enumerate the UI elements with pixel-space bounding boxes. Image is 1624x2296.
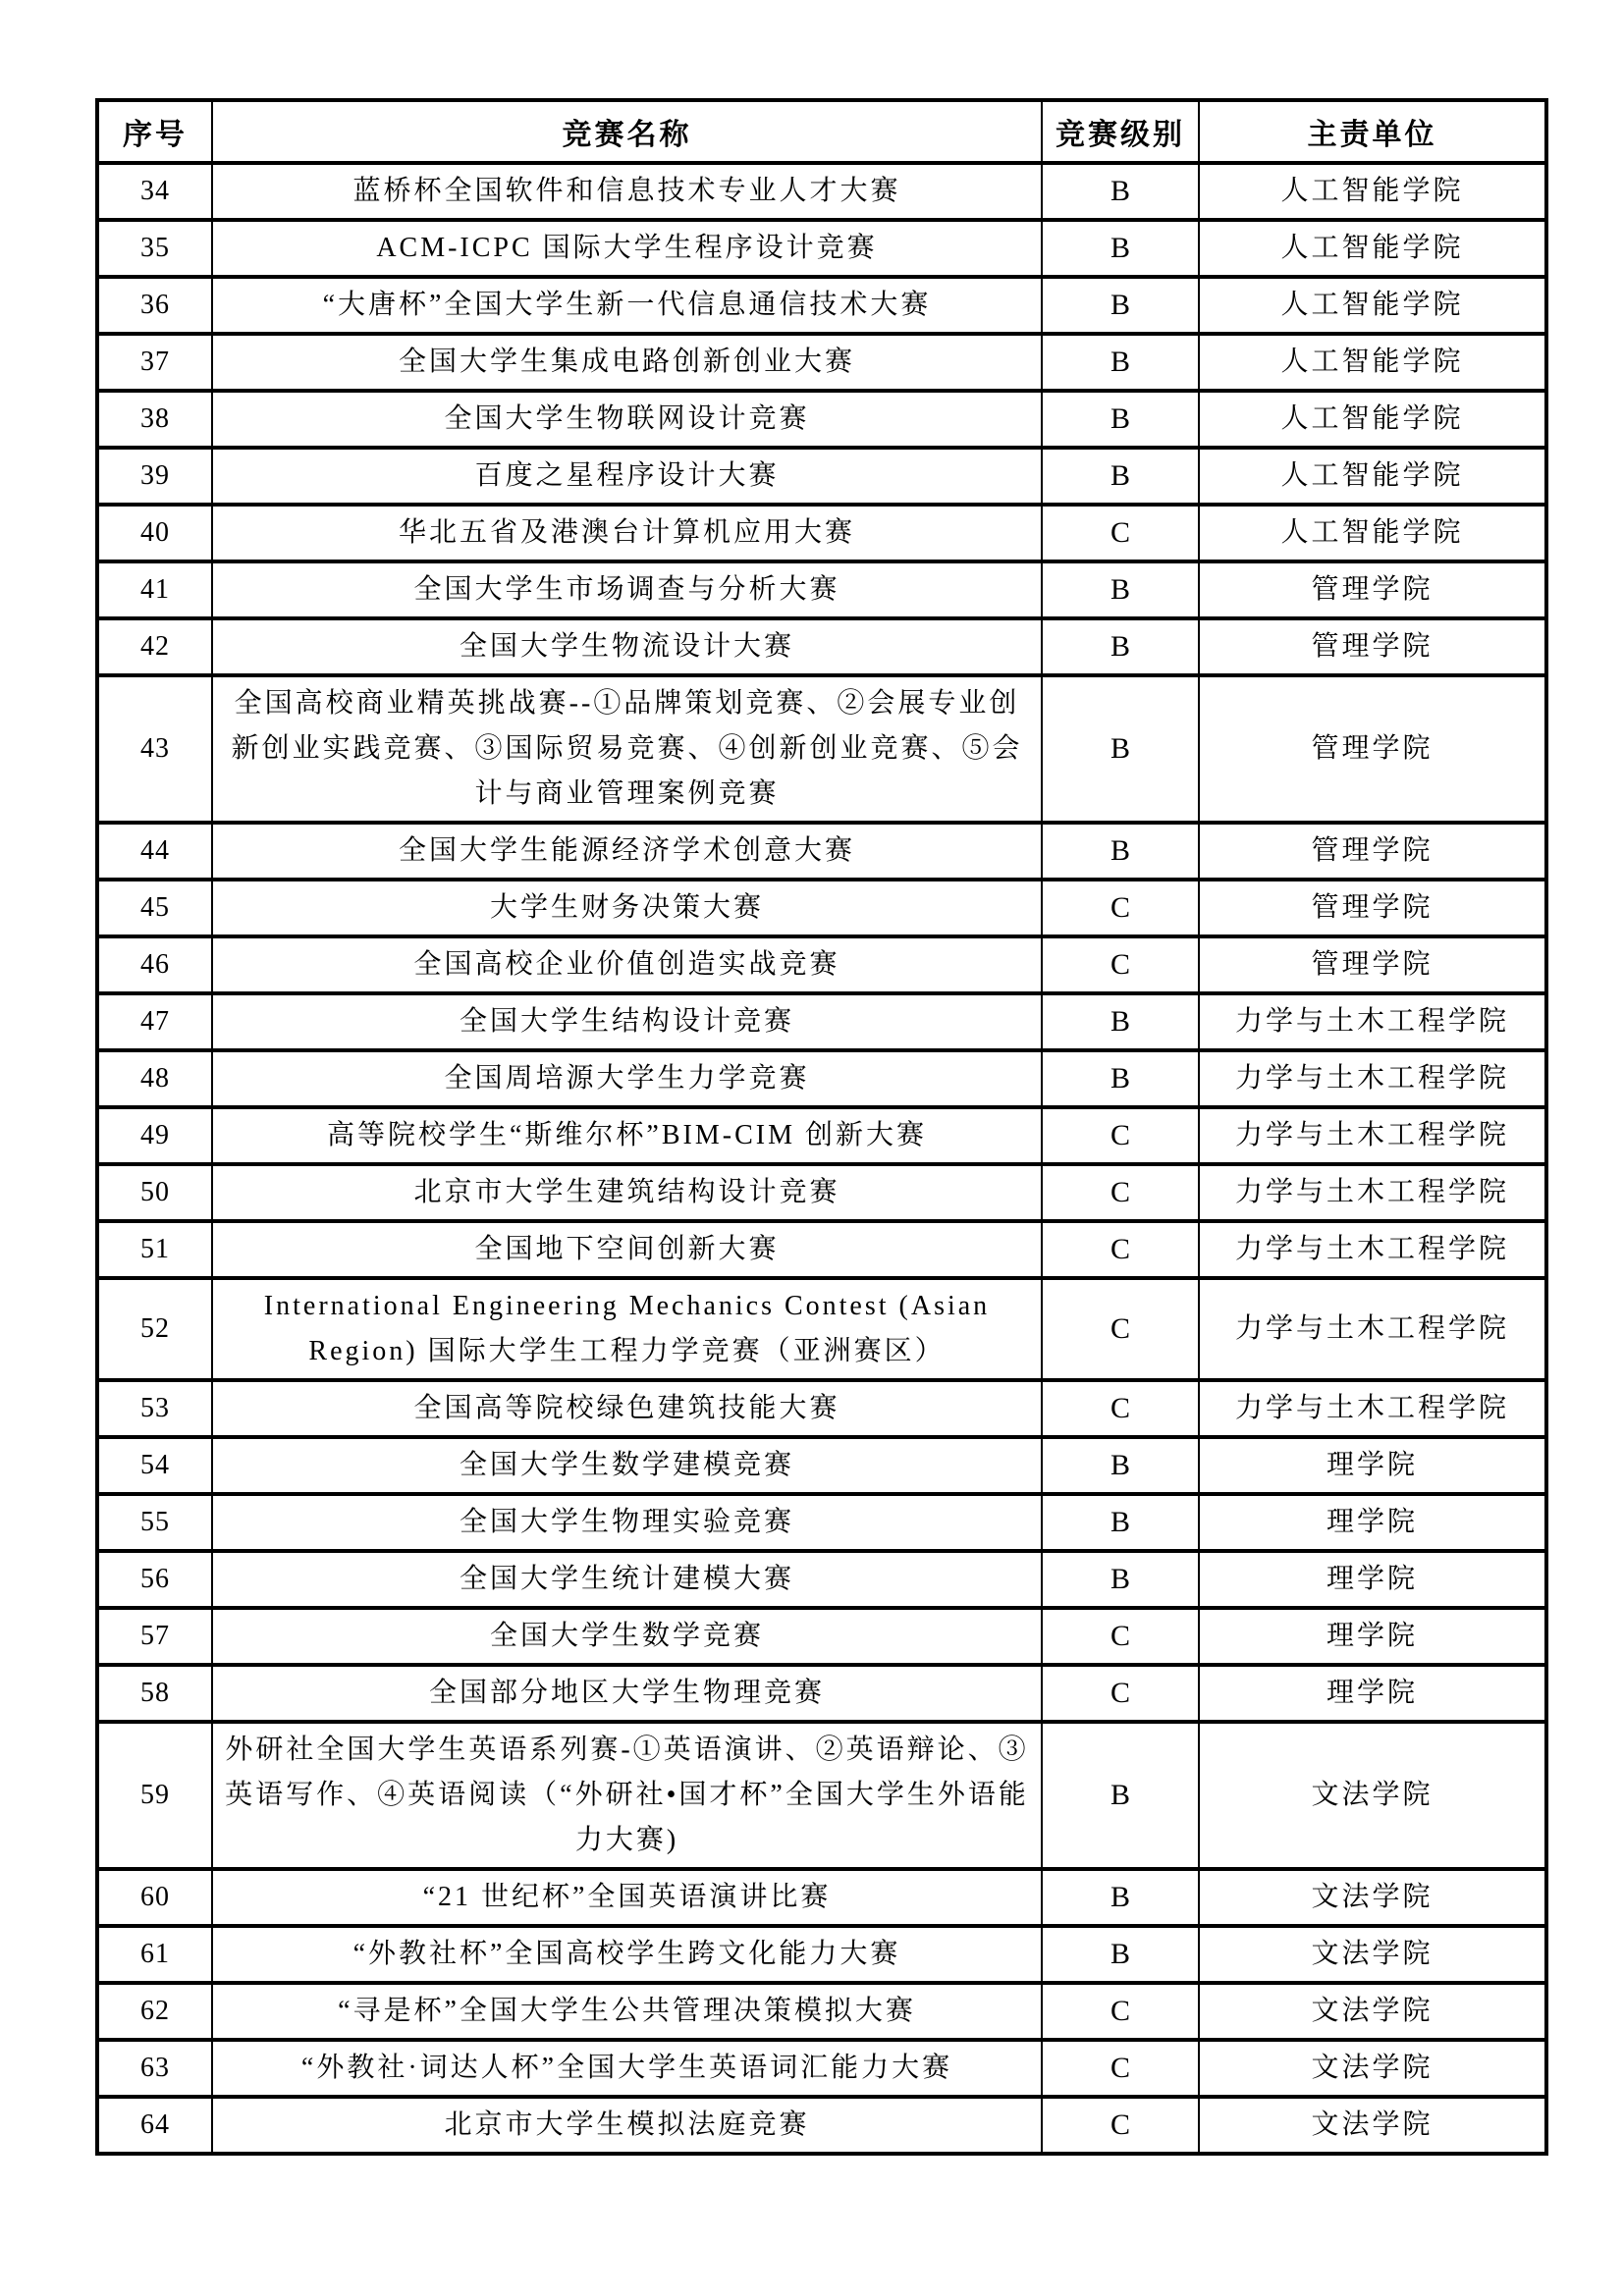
unit-cell: 理学院 — [1199, 1665, 1546, 1722]
unit-cell: 文法学院 — [1199, 1722, 1546, 1869]
table-row — [97, 1722, 1546, 1869]
unit-cell: 理学院 — [1199, 1608, 1546, 1665]
competition-name-cell: 全国大学生数学竞赛 — [212, 1608, 1042, 1665]
row-number-cell: 64 — [97, 2097, 212, 2154]
unit-cell: 理学院 — [1199, 1437, 1546, 1494]
level-cell: C — [1042, 1983, 1199, 2040]
table-row — [97, 936, 1546, 993]
competition-name-cell: “外教社杯”全国高校学生跨文化能力大赛 — [212, 1926, 1042, 1983]
competition-name-cell: 外研社全国大学生英语系列赛-①英语演讲、②英语辩论、③英语写作、④英语阅读（“外研社•国才杯”全国大学生外语能力大赛) — [212, 1722, 1042, 1869]
row-number-cell: 52 — [97, 1278, 212, 1380]
level-cell: C — [1042, 1278, 1199, 1380]
unit-cell: 理学院 — [1199, 1551, 1546, 1608]
competition-name-cell: 全国高校企业价值创造实战竞赛 — [212, 936, 1042, 993]
row-number-cell: 50 — [97, 1164, 212, 1221]
row-number-cell: 55 — [97, 1494, 212, 1551]
competition-name-cell: 华北五省及港澳台计算机应用大赛 — [212, 505, 1042, 561]
competition-name-cell: 蓝桥杯全国软件和信息技术专业人才大赛 — [212, 163, 1042, 220]
row-number-cell: 57 — [97, 1608, 212, 1665]
competition-name-cell: 全国周培源大学生力学竞赛 — [212, 1050, 1042, 1107]
level-cell: C — [1042, 1380, 1199, 1437]
level-cell: B — [1042, 993, 1199, 1050]
table-row — [97, 1050, 1546, 1107]
table-row — [97, 1665, 1546, 1722]
table-row — [97, 2040, 1546, 2097]
table-row — [97, 277, 1546, 334]
level-cell: B — [1042, 618, 1199, 675]
unit-cell: 力学与土木工程学院 — [1199, 1221, 1546, 1278]
unit-cell: 文法学院 — [1199, 1926, 1546, 1983]
competition-name-cell: 大学生财务决策大赛 — [212, 880, 1042, 936]
row-number-cell: 51 — [97, 1221, 212, 1278]
unit-cell: 管理学院 — [1199, 618, 1546, 675]
unit-cell: 人工智能学院 — [1199, 277, 1546, 334]
competition-table — [95, 98, 1548, 2156]
table-row — [97, 675, 1546, 823]
row-number-cell: 59 — [97, 1722, 212, 1869]
competition-name-cell: 全国大学生统计建模大赛 — [212, 1551, 1042, 1608]
level-cell: C — [1042, 936, 1199, 993]
row-number-cell: 41 — [97, 561, 212, 618]
competition-name-cell: 全国大学生集成电路创新创业大赛 — [212, 334, 1042, 391]
level-cell: B — [1042, 1926, 1199, 1983]
unit-cell: 管理学院 — [1199, 936, 1546, 993]
unit-cell: 人工智能学院 — [1199, 334, 1546, 391]
row-number-cell: 36 — [97, 277, 212, 334]
table-row — [97, 163, 1546, 220]
level-cell: B — [1042, 391, 1199, 448]
table-row — [97, 505, 1546, 561]
competition-name-cell: “寻是杯”全国大学生公共管理决策模拟大赛 — [212, 1983, 1042, 2040]
row-number-cell: 40 — [97, 505, 212, 561]
unit-cell: 人工智能学院 — [1199, 391, 1546, 448]
table-row — [97, 880, 1546, 936]
level-cell: B — [1042, 561, 1199, 618]
level-cell: B — [1042, 448, 1199, 505]
competition-name-cell: 北京市大学生模拟法庭竞赛 — [212, 2097, 1042, 2154]
unit-cell: 管理学院 — [1199, 880, 1546, 936]
column-header-name: 竞赛名称 — [212, 100, 1042, 163]
unit-cell: 力学与土木工程学院 — [1199, 1380, 1546, 1437]
level-cell: B — [1042, 334, 1199, 391]
level-cell: C — [1042, 1164, 1199, 1221]
header-row — [97, 100, 1546, 163]
table-row — [97, 1107, 1546, 1164]
row-number-cell: 56 — [97, 1551, 212, 1608]
level-cell: B — [1042, 823, 1199, 880]
unit-cell: 管理学院 — [1199, 561, 1546, 618]
row-number-cell: 53 — [97, 1380, 212, 1437]
unit-cell: 力学与土木工程学院 — [1199, 993, 1546, 1050]
row-number-cell: 49 — [97, 1107, 212, 1164]
row-number-cell: 42 — [97, 618, 212, 675]
table-row — [97, 448, 1546, 505]
table-row — [97, 1551, 1546, 1608]
level-cell: C — [1042, 2097, 1199, 2154]
competition-name-cell: “外教社·词达人杯”全国大学生英语词汇能力大赛 — [212, 2040, 1042, 2097]
table-row — [97, 561, 1546, 618]
table-row — [97, 1164, 1546, 1221]
level-cell: B — [1042, 163, 1199, 220]
row-number-cell: 38 — [97, 391, 212, 448]
row-number-cell: 43 — [97, 675, 212, 823]
row-number-cell: 46 — [97, 936, 212, 993]
table-row — [97, 1437, 1546, 1494]
table-row — [97, 1926, 1546, 1983]
row-number-cell: 58 — [97, 1665, 212, 1722]
unit-cell: 文法学院 — [1199, 1983, 1546, 2040]
table-row — [97, 823, 1546, 880]
row-number-cell: 39 — [97, 448, 212, 505]
row-number-cell: 54 — [97, 1437, 212, 1494]
table-row — [97, 618, 1546, 675]
competition-name-cell: 全国大学生物流设计大赛 — [212, 618, 1042, 675]
row-number-cell: 44 — [97, 823, 212, 880]
unit-cell: 力学与土木工程学院 — [1199, 1050, 1546, 1107]
row-number-cell: 48 — [97, 1050, 212, 1107]
table-row — [97, 1221, 1546, 1278]
column-header-no: 序号 — [97, 100, 212, 163]
row-number-cell: 45 — [97, 880, 212, 936]
unit-cell: 人工智能学院 — [1199, 505, 1546, 561]
competition-name-cell: 全国大学生物理实验竞赛 — [212, 1494, 1042, 1551]
unit-cell: 力学与土木工程学院 — [1199, 1164, 1546, 1221]
competition-name-cell: 全国大学生能源经济学术创意大赛 — [212, 823, 1042, 880]
table-row — [97, 1983, 1546, 2040]
level-cell: B — [1042, 220, 1199, 277]
competition-name-cell: 高等院校学生“斯维尔杯”BIM-CIM 创新大赛 — [212, 1107, 1042, 1164]
competition-name-cell: 全国大学生数学建模竞赛 — [212, 1437, 1042, 1494]
level-cell: C — [1042, 505, 1199, 561]
competition-name-cell: “21 世纪杯”全国英语演讲比赛 — [212, 1869, 1042, 1926]
table-row — [97, 1380, 1546, 1437]
competition-name-cell: ACM-ICPC 国际大学生程序设计竞赛 — [212, 220, 1042, 277]
unit-cell: 文法学院 — [1199, 2097, 1546, 2154]
level-cell: C — [1042, 2040, 1199, 2097]
table-row — [97, 2097, 1546, 2154]
competition-name-cell: 全国大学生结构设计竞赛 — [212, 993, 1042, 1050]
row-number-cell: 47 — [97, 993, 212, 1050]
table-row — [97, 220, 1546, 277]
unit-cell: 人工智能学院 — [1199, 220, 1546, 277]
competition-name-cell: International Engineering Mechanics Contest (Asian Region) 国际大学生工程力学竞赛（亚洲赛区） — [212, 1278, 1042, 1380]
table-row — [97, 334, 1546, 391]
row-number-cell: 63 — [97, 2040, 212, 2097]
unit-cell: 文法学院 — [1199, 1869, 1546, 1926]
column-header-level: 竞赛级别 — [1042, 100, 1199, 163]
table-row — [97, 1494, 1546, 1551]
unit-cell: 管理学院 — [1199, 675, 1546, 823]
competition-name-cell: 全国地下空间创新大赛 — [212, 1221, 1042, 1278]
unit-cell: 力学与土木工程学院 — [1199, 1107, 1546, 1164]
row-number-cell: 34 — [97, 163, 212, 220]
unit-cell: 人工智能学院 — [1199, 448, 1546, 505]
row-number-cell: 35 — [97, 220, 212, 277]
table-row — [97, 391, 1546, 448]
competition-name-cell: 全国大学生市场调查与分析大赛 — [212, 561, 1042, 618]
table-row — [97, 1608, 1546, 1665]
competition-name-cell: 百度之星程序设计大赛 — [212, 448, 1042, 505]
table-row — [97, 1278, 1546, 1380]
unit-cell: 文法学院 — [1199, 2040, 1546, 2097]
row-number-cell: 37 — [97, 334, 212, 391]
competition-name-cell: “大唐杯”全国大学生新一代信息通信技术大赛 — [212, 277, 1042, 334]
competition-name-cell: 全国高等院校绿色建筑技能大赛 — [212, 1380, 1042, 1437]
unit-cell: 力学与土木工程学院 — [1199, 1278, 1546, 1380]
level-cell: C — [1042, 1221, 1199, 1278]
level-cell: C — [1042, 880, 1199, 936]
level-cell: C — [1042, 1665, 1199, 1722]
table-row — [97, 1869, 1546, 1926]
level-cell: B — [1042, 1437, 1199, 1494]
level-cell: B — [1042, 1050, 1199, 1107]
unit-cell: 理学院 — [1199, 1494, 1546, 1551]
row-number-cell: 62 — [97, 1983, 212, 2040]
table-row — [97, 993, 1546, 1050]
level-cell: C — [1042, 1608, 1199, 1665]
row-number-cell: 61 — [97, 1926, 212, 1983]
level-cell: B — [1042, 1869, 1199, 1926]
level-cell: C — [1042, 1107, 1199, 1164]
level-cell: B — [1042, 277, 1199, 334]
unit-cell: 管理学院 — [1199, 823, 1546, 880]
competition-name-cell: 全国部分地区大学生物理竞赛 — [212, 1665, 1042, 1722]
row-number-cell: 60 — [97, 1869, 212, 1926]
unit-cell: 人工智能学院 — [1199, 163, 1546, 220]
level-cell: B — [1042, 675, 1199, 823]
level-cell: B — [1042, 1722, 1199, 1869]
level-cell: B — [1042, 1494, 1199, 1551]
competition-name-cell: 全国大学生物联网设计竞赛 — [212, 391, 1042, 448]
column-header-unit: 主责单位 — [1199, 100, 1546, 163]
competition-name-cell: 北京市大学生建筑结构设计竞赛 — [212, 1164, 1042, 1221]
competition-name-cell: 全国高校商业精英挑战赛--①品牌策划竞赛、②会展专业创新创业实践竞赛、③国际贸易竞赛、④创新创业竞赛、⑤会计与商业管理案例竞赛 — [212, 675, 1042, 823]
level-cell: B — [1042, 1551, 1199, 1608]
